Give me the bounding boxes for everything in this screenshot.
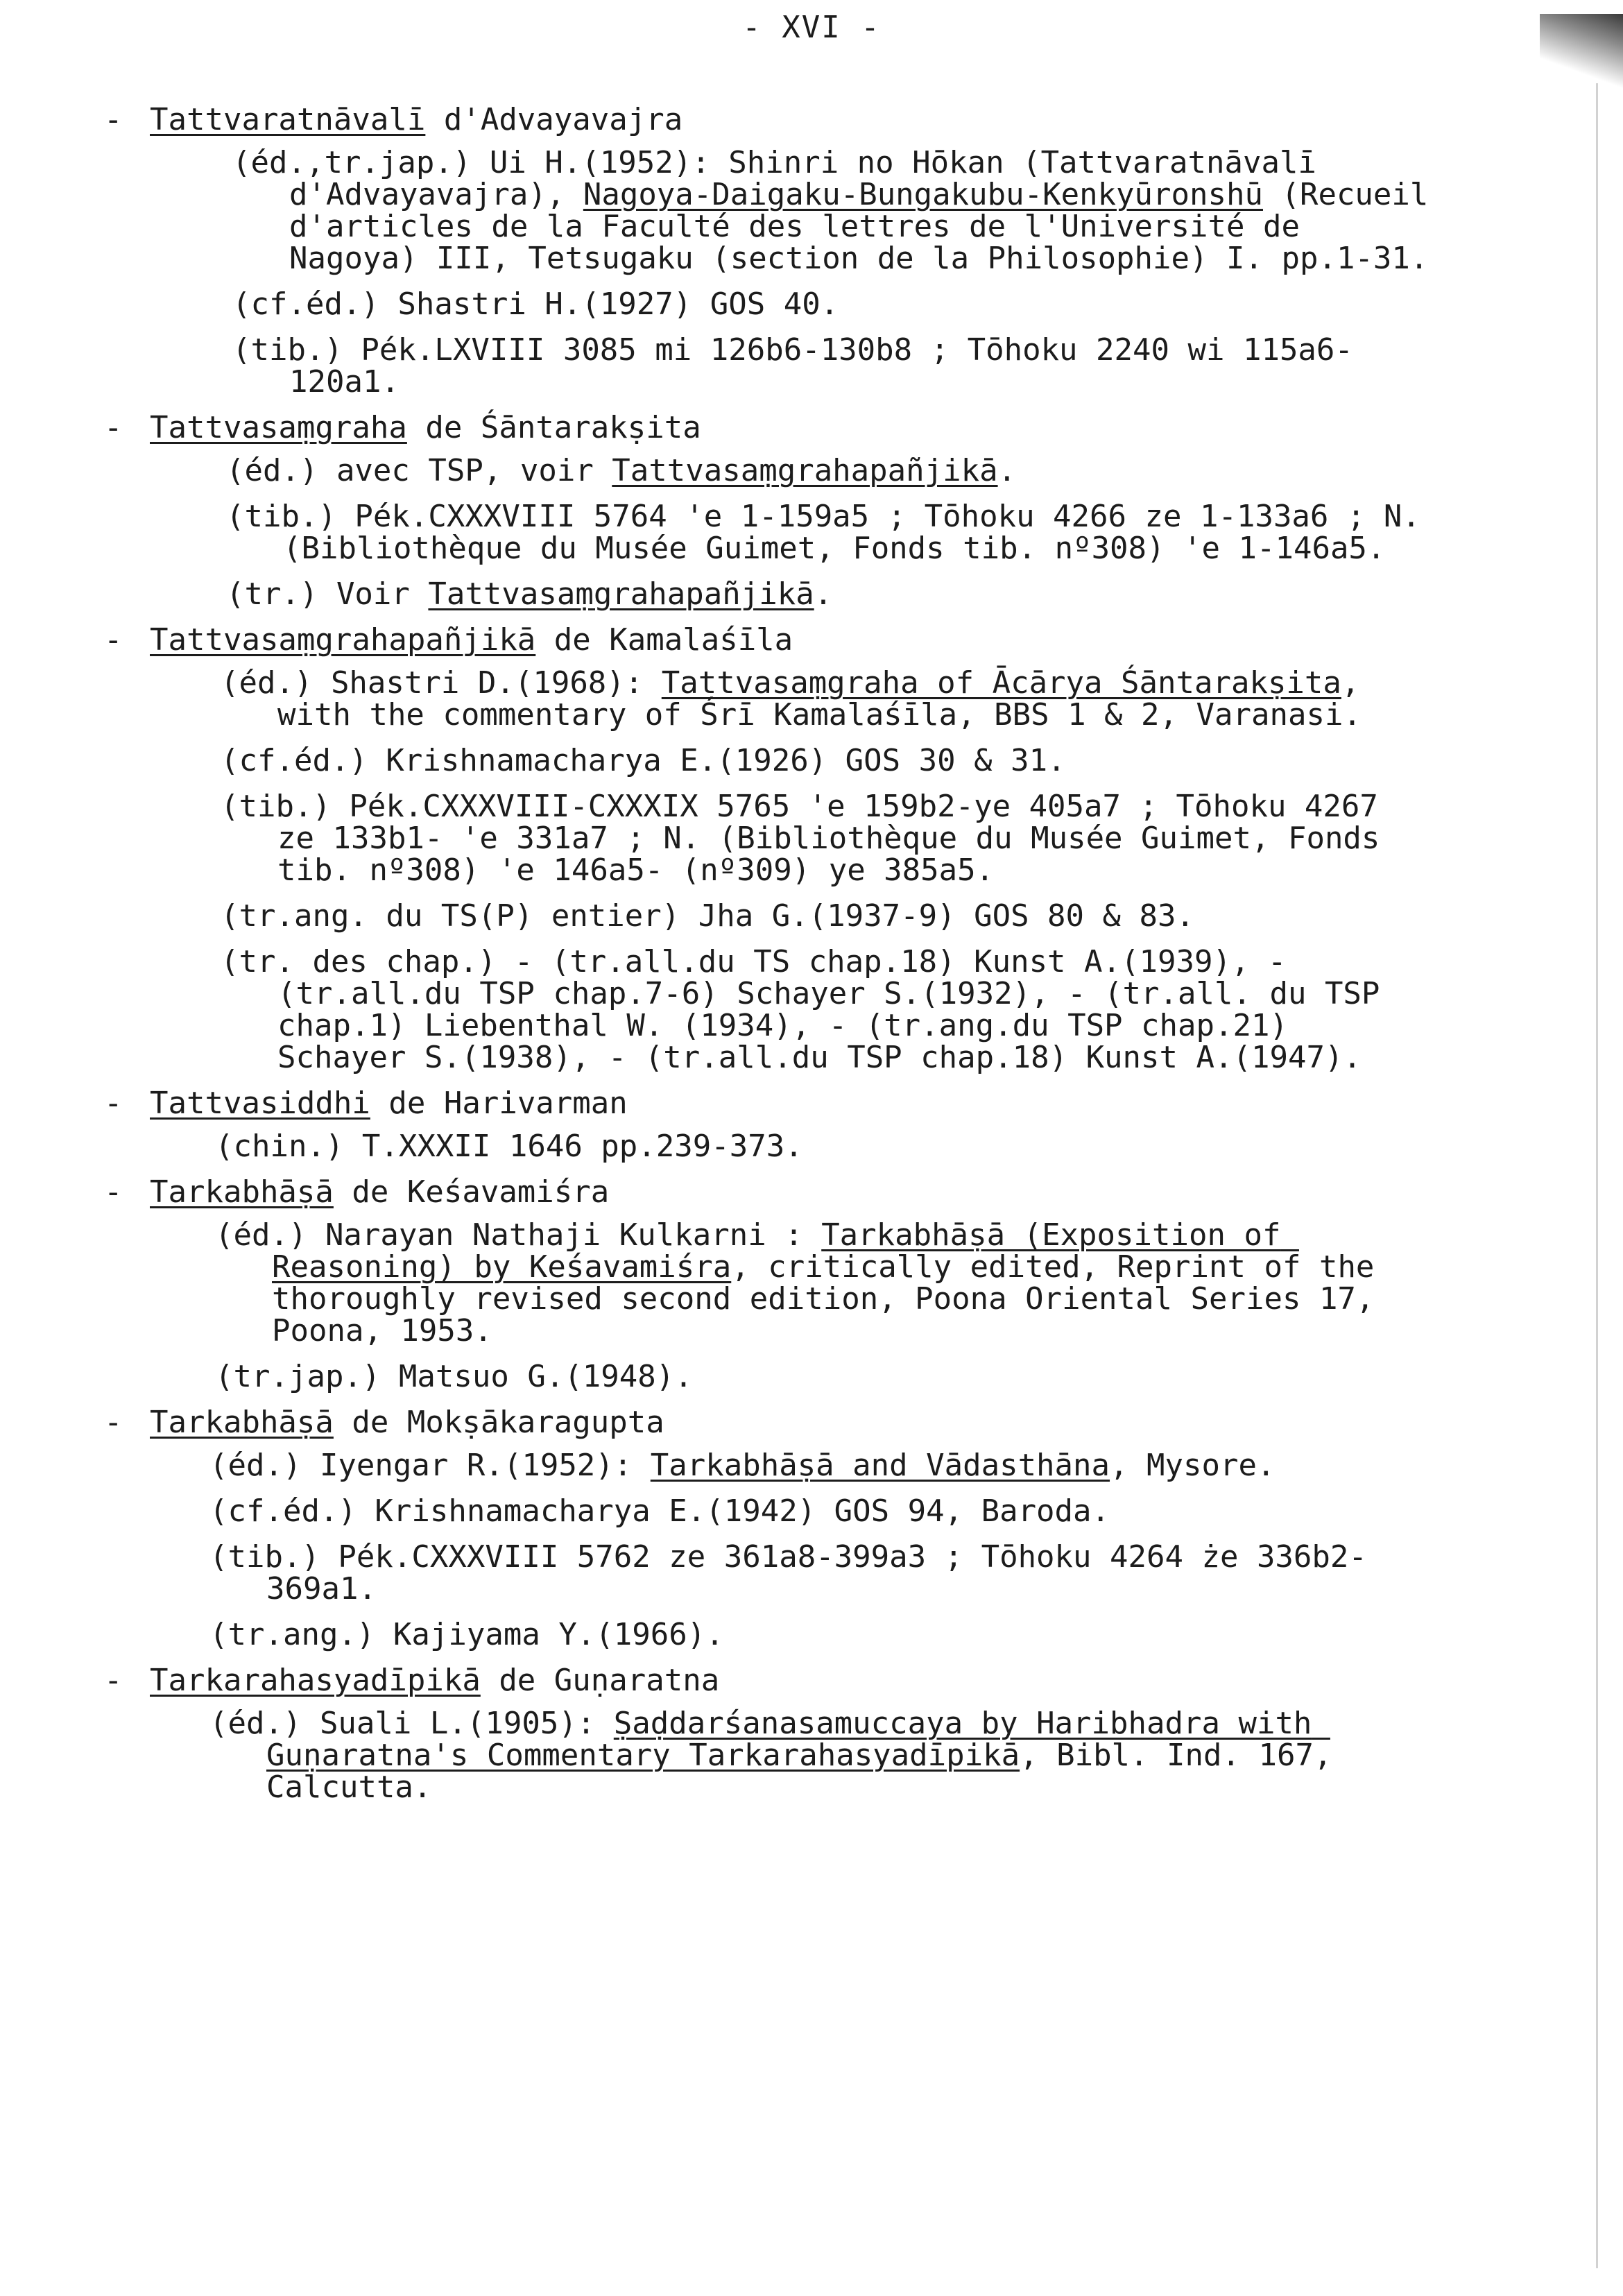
reference-text: (éd.) Iyengar R.(1952): bbox=[209, 1448, 651, 1483]
underlined-work-title: Nagoya-Daigaku-Bungakubu-Kenkyūronshū bbox=[583, 177, 1263, 212]
entry-title: Tarkabhāṣā bbox=[150, 1174, 334, 1210]
bibliography-entry bbox=[90, 1665, 1429, 1804]
reference-text: (cf.éd.) Krishnamacharya E.(1942) GOS 94, Baroda. bbox=[209, 1493, 1110, 1529]
entry-dash: - bbox=[104, 410, 123, 445]
reference-line bbox=[215, 1131, 1429, 1163]
reference-text: (tr.jap.) Matsuo G.(1948). bbox=[215, 1359, 693, 1394]
reference-line bbox=[232, 145, 1447, 276]
bibliography-entry bbox=[90, 624, 1429, 1074]
reference-text: (tib.) Pék.CXXXVIII 5762 ze 361a8-399a3 ; Tōhoku 4264 że 336b2-369a1. bbox=[209, 1539, 1367, 1607]
reference-line bbox=[221, 791, 1429, 886]
reference-line bbox=[226, 499, 1439, 566]
bibliography-entry bbox=[90, 102, 1447, 400]
entry-author: d'Advayavajra bbox=[425, 102, 683, 137]
entry-title: Tattvaratnāvalī bbox=[150, 102, 426, 137]
underlined-work-title: Tattvasaṃgrahapañjikā bbox=[612, 453, 998, 488]
reference-line bbox=[209, 1541, 1429, 1605]
entry-title: Tattvasaṃgraha bbox=[150, 410, 407, 445]
entry-heading bbox=[104, 1407, 1429, 1439]
reference-line bbox=[215, 1361, 1429, 1393]
entry-author: de Guṇaratna bbox=[480, 1663, 720, 1698]
reference-text: (tib.) Pék.CXXXVIII 5764 'e 1-159a5 ; Tōhoku 4266 ze 1-133a6 ; N. (Bibliothèque du Musée Guimet, Fonds tib. nº308) 'e 1-146a5. bbox=[226, 499, 1439, 566]
bibliography-entry bbox=[90, 1088, 1429, 1163]
reference-text: (tib.) Pék.CXXXVIII-CXXXIX 5765 'e 159b2-ye 405a7 ; Tōhoku 4267 ze 133b1- 'e 331a7 ; N. (Bibliothèque du Musée Guimet, Fonds tib. nº308) 'e 146a5- (nº309) ye 385a5. bbox=[221, 789, 1398, 888]
underlined-work-title: Tarkabhāṣā (Exposition of Reasoning) by Keśavamiśra bbox=[272, 1217, 1299, 1285]
reference-text: (éd.) Shastri D.(1968): bbox=[221, 665, 662, 701]
entry-heading bbox=[104, 104, 1429, 136]
reference-line bbox=[209, 1619, 1429, 1651]
reference-line bbox=[221, 900, 1429, 932]
entry-author: de Śāntarakṣita bbox=[406, 410, 701, 445]
page-number: - XVI - bbox=[742, 10, 881, 45]
entry-dash: - bbox=[104, 622, 123, 658]
entry-dash: - bbox=[104, 102, 123, 137]
underlined-work-title: Ṣaḍdarśanasamuccaya by Haribhadra with Guṇaratna's Commentary Tarkarahasyadīpikā bbox=[266, 1706, 1330, 1773]
reference-line bbox=[215, 1219, 1429, 1347]
reference-text: , Bibl. Ind. 167, Calcutta. bbox=[266, 1738, 1350, 1805]
scan-edge-line bbox=[1596, 83, 1598, 2268]
reference-line bbox=[226, 455, 1429, 487]
bibliography-list bbox=[90, 102, 1447, 1817]
reference-text: , critically edited, Reprint of the thoroughly revised second edition, Poona Oriental Series 17, Poona, 1953. bbox=[272, 1249, 1393, 1348]
reference-text: (tr.ang. du TS(P) entier) Jha G.(1937-9) GOS 80 & 83. bbox=[221, 898, 1194, 934]
reference-line bbox=[232, 334, 1429, 398]
entry-author: de Mokṣākaragupta bbox=[333, 1405, 664, 1440]
reference-text: . bbox=[814, 576, 833, 612]
bibliography-entry bbox=[90, 1407, 1429, 1651]
reference-line bbox=[221, 946, 1429, 1074]
reference-text: (chin.) T.XXXII 1646 pp.239-373. bbox=[215, 1129, 803, 1164]
entry-dash: - bbox=[104, 1405, 123, 1440]
entry-title: Tattvasiddhi bbox=[150, 1086, 370, 1121]
reference-text: (cf.éd.) Krishnamacharya E.(1926) GOS 30 & 31. bbox=[221, 743, 1066, 778]
reference-line bbox=[226, 576, 1429, 612]
entry-dash: - bbox=[104, 1663, 123, 1698]
entry-title: Tarkabhāṣā bbox=[150, 1405, 334, 1440]
entry-dash: - bbox=[104, 1174, 123, 1210]
entry-author: de Keśavamiśra bbox=[333, 1174, 610, 1210]
reference-line bbox=[232, 286, 1429, 322]
entry-title: Tarkarahasyadīpikā bbox=[150, 1663, 481, 1698]
reference-text: (éd.) Narayan Nathaji Kulkarni : bbox=[215, 1217, 822, 1253]
reference-line bbox=[221, 667, 1429, 731]
reference-text: (éd.) avec TSP, voir bbox=[226, 453, 612, 488]
entry-title: Tattvasaṃgrahapañjikā bbox=[150, 622, 536, 658]
reference-text: (éd.,tr.jap.) Ui H.(1952): Shinri no Hōkan (Tattvaratnāvalī d'Advayavajra), bbox=[232, 145, 1335, 212]
reference-text: (tr. des chap.) - (tr.all.du TS chap.18) Kunst A.(1939), - (tr.all.du TSP chap.7-6) Schayer S.(1932), - (tr.all. du TSP chap.1) Liebenthal W. (1934), - (tr.ang.du TSP chap.21) Schayer S.(1938), - (tr.all.du TSP chap.18) Kunst A.(1947). bbox=[221, 944, 1398, 1075]
entry-heading bbox=[104, 1665, 1429, 1697]
reference-text: (tr.) Voir bbox=[226, 576, 429, 612]
reference-text: , with the commentary of Śrī Kamalaśīla, BBS 1 & 2, Varanasi. bbox=[277, 665, 1378, 733]
reference-text: (Recueil d'articles de la Faculté des lettres de l'Université de Nagoya) III, Tetsugaku (section de la Philosophie) I. pp.1-31. bbox=[289, 177, 1447, 276]
bibliography-entry bbox=[90, 410, 1439, 612]
reference-line bbox=[209, 1708, 1429, 1804]
reference-line bbox=[221, 745, 1429, 777]
bibliography-entry bbox=[90, 1176, 1429, 1393]
underlined-work-title: Tattvasaṃgraha of Ācārya Śāntarakṣita bbox=[661, 665, 1341, 701]
underlined-work-title: Tattvasaṃgrahapañjikā bbox=[428, 576, 814, 612]
entry-heading bbox=[104, 1176, 1429, 1208]
reference-text: (tib.) Pék.LXVIII 3085 mi 126b6-130b8 ; Tōhoku 2240 wi 115a6-120a1. bbox=[232, 332, 1353, 400]
entry-heading bbox=[104, 1088, 1429, 1120]
entry-heading bbox=[104, 624, 1429, 656]
entry-author: de Kamalaśīla bbox=[535, 622, 793, 658]
reference-text: (cf.éd.) Shastri H.(1927) GOS 40. bbox=[232, 286, 839, 322]
reference-line bbox=[209, 1450, 1429, 1482]
entry-dash: - bbox=[104, 1086, 123, 1121]
reference-text: (éd.) Suali L.(1905): bbox=[209, 1706, 614, 1741]
underlined-work-title: Tarkabhāṣā and Vādasthāna bbox=[650, 1448, 1110, 1483]
reference-line bbox=[209, 1493, 1429, 1529]
reference-text: . bbox=[997, 453, 1017, 488]
entry-heading bbox=[104, 412, 1429, 444]
entry-author: de Harivarman bbox=[370, 1086, 628, 1121]
reference-text: (tr.ang.) Kajiyama Y.(1966). bbox=[209, 1617, 724, 1652]
reference-text: , Mysore. bbox=[1110, 1448, 1276, 1483]
